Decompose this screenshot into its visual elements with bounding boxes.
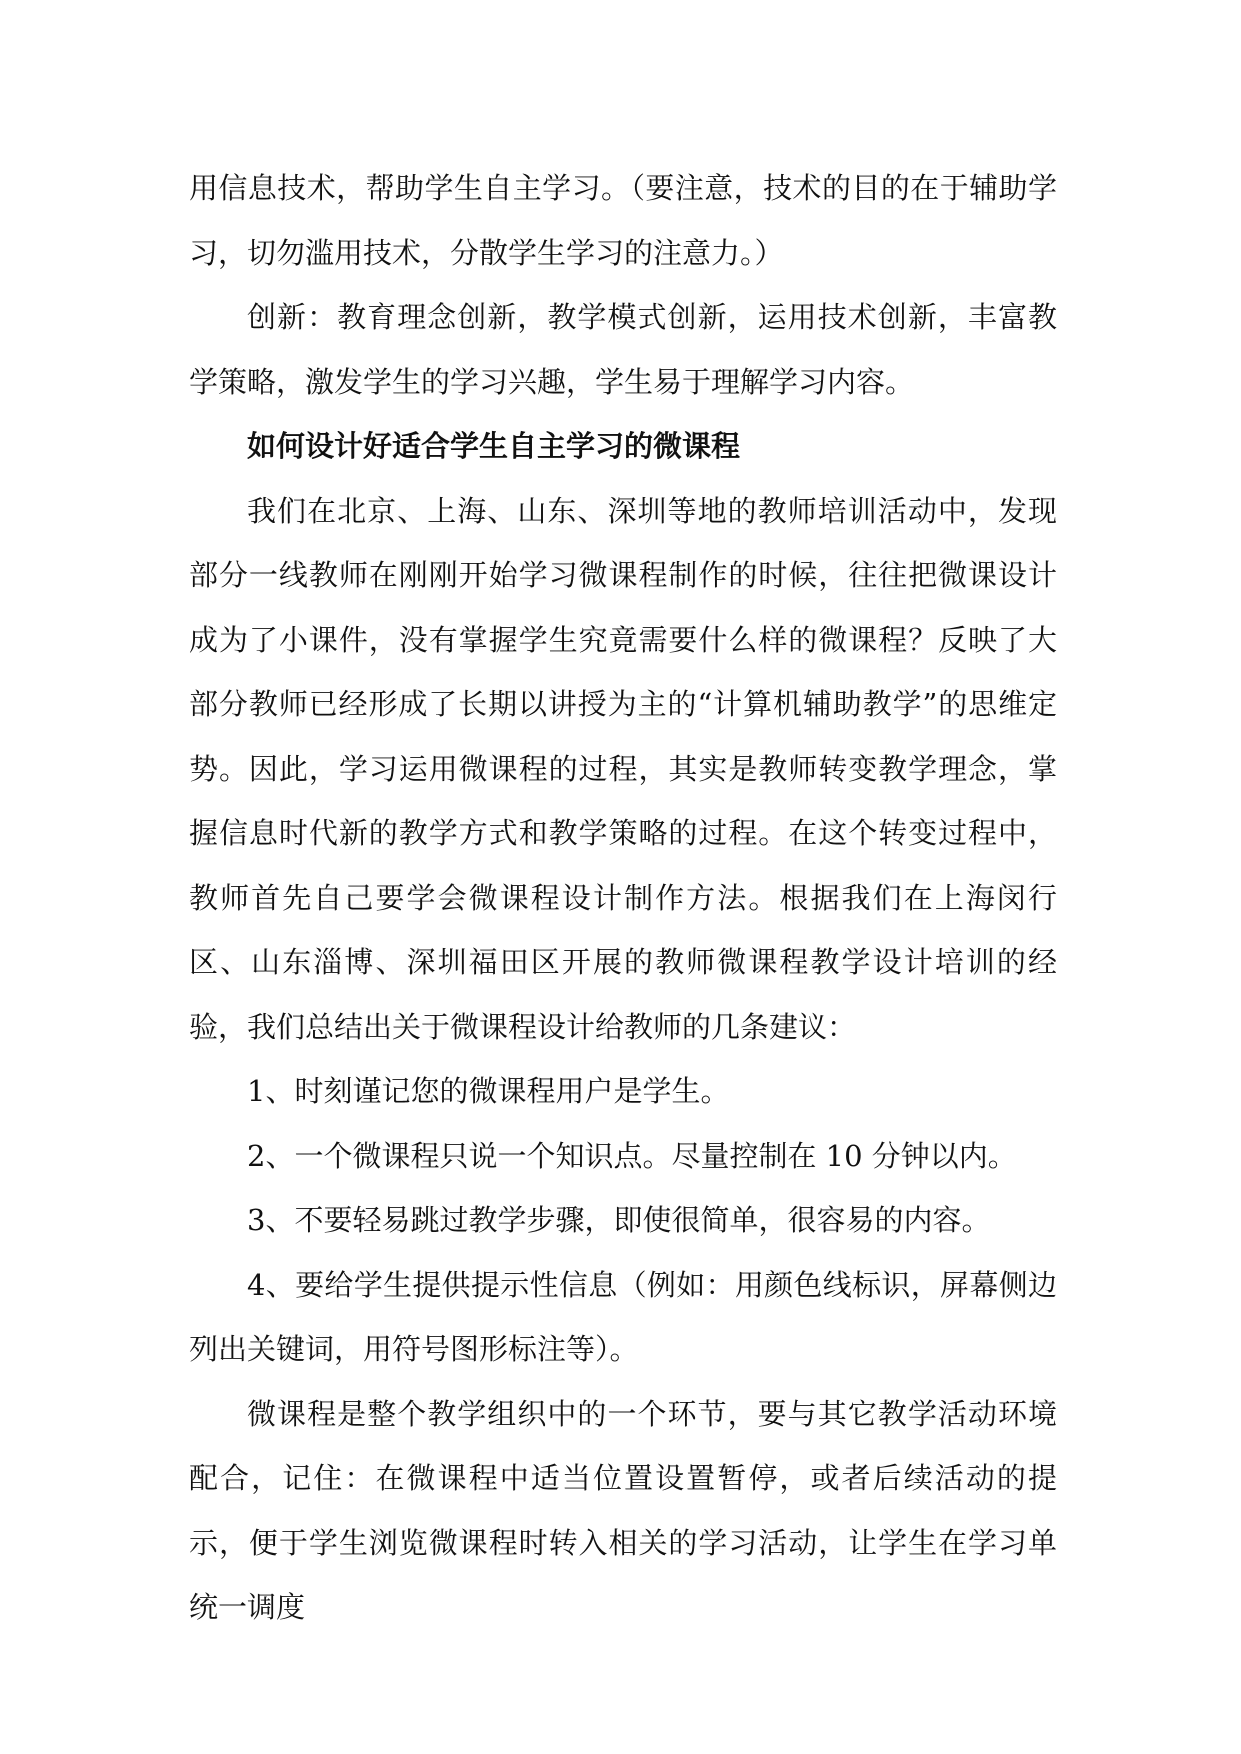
section-heading: 如何设计好适合学生自主学习的微课程 (247, 429, 741, 463)
document-body (189, 156, 1057, 1640)
paragraph-continuation: 用信息技术，帮助学生自主学习。（要注意，技术的目的在于辅助学习，切勿滥用技术，分散学生学习的注意力。） (189, 171, 1057, 270)
paragraph-innovation: 创新：教育理念创新，教学模式创新，运用技术创新，丰富教学策略，激发学生的学习兴趣，学生易于理解学习内容。 (189, 300, 1057, 399)
list-item-1: 1、时刻谨记您的微课程用户是学生。 (247, 1074, 730, 1108)
list-item-3: 3、不要轻易跳过教学步骤，即使很简单，很容易的内容。 (247, 1203, 991, 1237)
list-item-4: 4、要给学生提供提示性信息（例如：用颜色线标识，屏幕侧边列出关键词，用符号图形标注等）。 (189, 1267, 1057, 1366)
paragraph-micro-course-role: 微课程是整个教学组织中的一个环节，要与其它教学活动环境配合，记住：在微课程中适当位置设置暂停，或者后续活动的提示，便于学生浏览微课程时转入相关的学习活动，让学生在学习单统一调度 (189, 1396, 1057, 1624)
list-item-2: 2、一个微课程只说一个知识点。尽量控制在 10 分钟以内。 (247, 1138, 1017, 1173)
paragraph-training-experience: 我们在北京、上海、山东、深圳等地的教师培训活动中，发现部分一线教师在刚刚开始学习微课程制作的时候，往往把微课设计成为了小课件，没有掌握学生究竟需要什么样的微课程？反映了大部分教师已经形成了长期以讲授为主的“计算机辅助教学”的思维定势。因此，学习运用微课程的过程，其实是教师转变教学理念，掌握信息时代新的教学方式和教学策略的过程。在这个转变过程中，教师首先自己要学会微课程设计制作方法。根据我们在上海闵行区、山东淄博、深圳福田区开展的教师微课程教学设计培训的经验，我们总结出关于微课程设计给教师的几条建议： (189, 493, 1057, 1044)
